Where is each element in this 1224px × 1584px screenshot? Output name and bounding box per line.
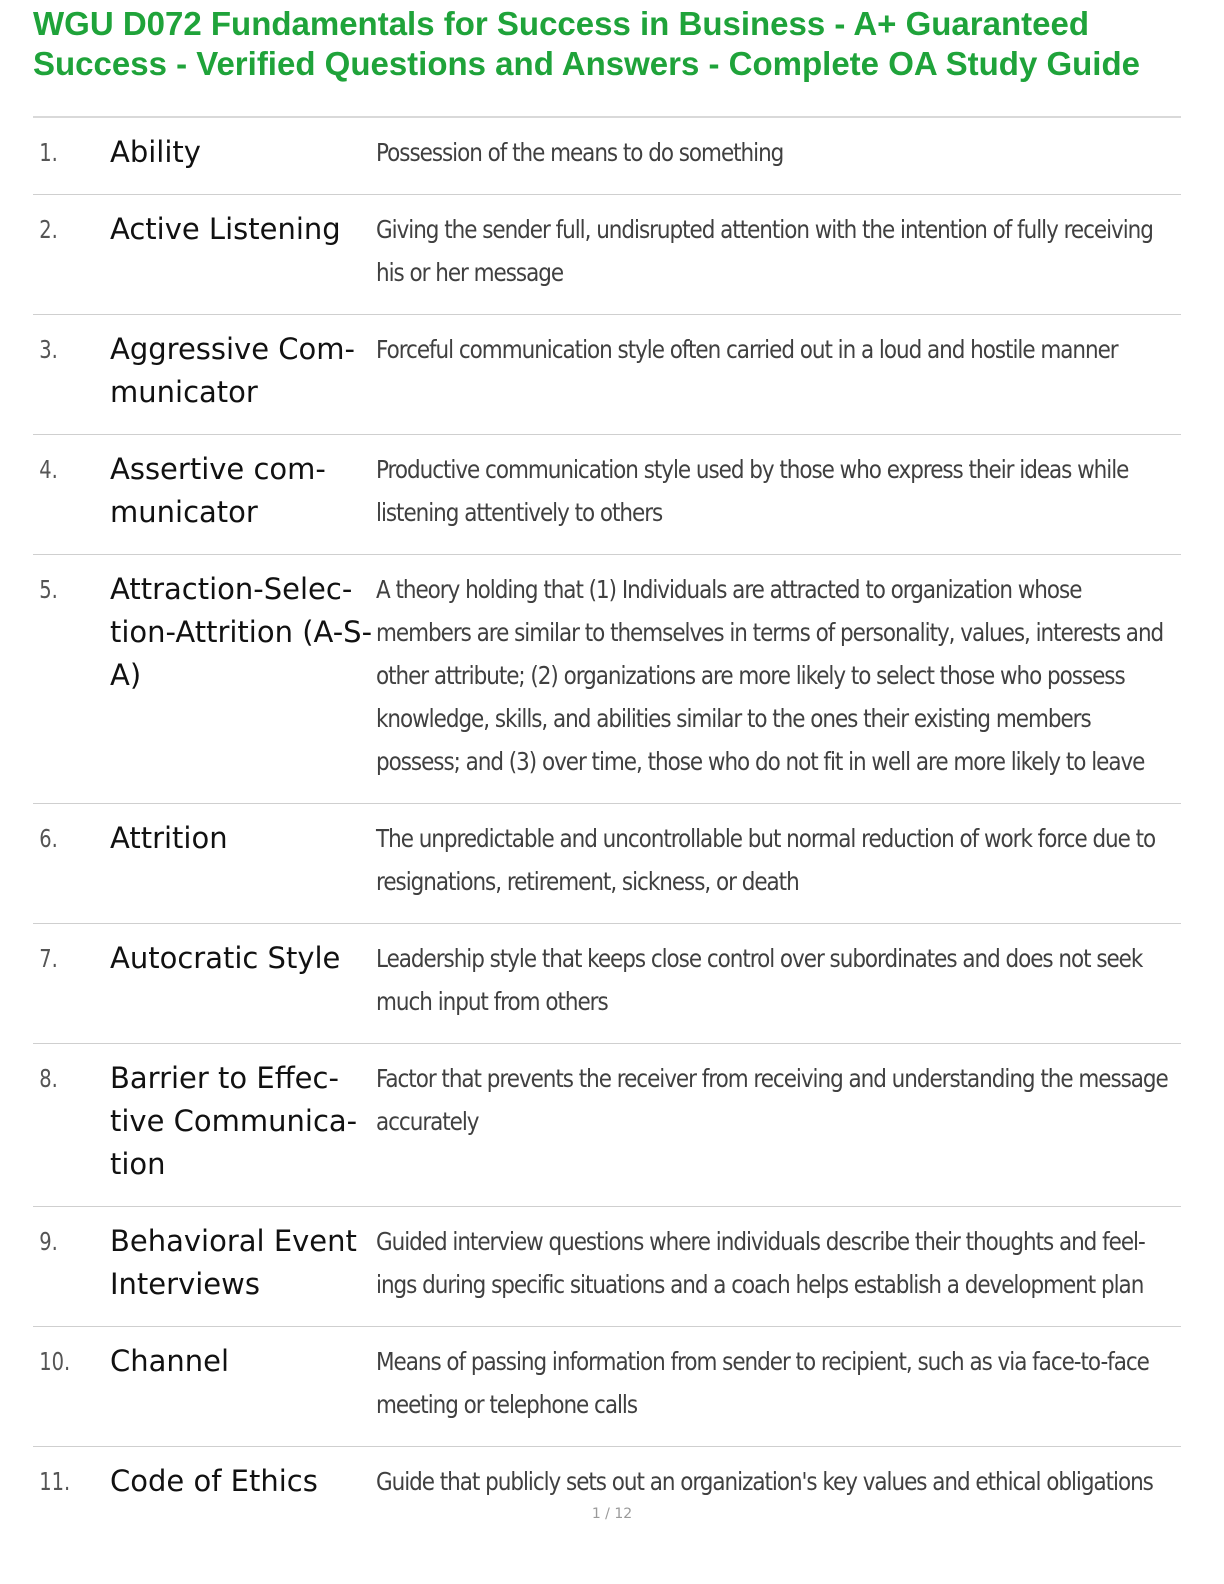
- page-indicator: 1 / 12: [591, 1506, 633, 1522]
- flashcard-row: [33, 118, 1181, 195]
- flashcard-row: [33, 1044, 1181, 1207]
- card-definition: The unpredictable and uncontrollable but normal reduction of work force due to resignations, retirement, sickness, or death: [376, 824, 1156, 896]
- card-number: 10.: [39, 1347, 71, 1376]
- flashcard-list: [33, 118, 1181, 1523]
- document-title: WGU D072 Fundamentals for Success in Business - A+ Guaranteed Success - Verified Questions and Answers - Complete OA Study Guide: [33, 5, 1140, 82]
- card-definition: Leadership style that keeps close control over subordinates and does not seek much input from others: [376, 944, 1143, 1016]
- card-number: 8.: [39, 1064, 58, 1093]
- card-term: Behavioral Event Interviews: [110, 1224, 357, 1301]
- card-definition: Guided interview questions where individuals describe their thoughts and feel-ings during specific situations and a coach helps establish a development plan: [376, 1227, 1145, 1299]
- card-definition: Productive communication style used by those who express their ideas while listening attentively to others: [376, 455, 1129, 527]
- card-term: Active Listening: [110, 212, 341, 246]
- card-number: 2.: [39, 215, 58, 244]
- card-number: 4.: [39, 455, 58, 484]
- flashcard-row: [33, 924, 1181, 1044]
- card-term: Assertive com-municator: [110, 452, 326, 529]
- card-term: Code of Ethics: [110, 1464, 318, 1498]
- card-term: Attraction-Selec-tion-Attrition (A-S-A): [110, 572, 373, 692]
- flashcard-row: [33, 1207, 1181, 1327]
- card-term: Ability: [110, 135, 201, 169]
- flashcard-row: [33, 435, 1181, 555]
- card-number: 11.: [39, 1467, 71, 1496]
- card-term: Aggressive Com-municator: [110, 332, 355, 409]
- card-definition: A theory holding that (1) Individuals are attracted to organization whose members are similar to themselves in terms of personality, values, interests and other attribute; (2) organizations are more likely to select those who possess knowledge, skills, and abilities similar to the ones their existing members possess; and (3) over time, those who do not fit in well are more likely to leave: [376, 575, 1164, 776]
- card-number: 5.: [39, 575, 58, 604]
- card-definition: Factor that prevents the receiver from receiving and understanding the message accurately: [376, 1064, 1168, 1136]
- flashcard-row: [33, 195, 1181, 315]
- flashcard-row: [33, 1327, 1181, 1447]
- card-term: Channel: [110, 1344, 230, 1378]
- card-definition: Means of passing information from sender to recipient, such as via face-to-face meeting or telephone calls: [376, 1347, 1149, 1419]
- card-term: Attrition: [110, 821, 228, 855]
- card-definition: Guide that publicly sets out an organization's key values and ethical obligations: [376, 1467, 1153, 1496]
- flashcard-row: [33, 315, 1181, 435]
- card-term: Barrier to Effec-tive Communica-tion: [110, 1061, 358, 1181]
- card-definition: Possession of the means to do something: [376, 138, 784, 167]
- card-number: 6.: [39, 824, 58, 853]
- card-number: 1.: [39, 138, 58, 167]
- flashcard-row: [33, 555, 1181, 804]
- card-term: Autocratic Style: [110, 941, 341, 975]
- card-definition: Forceful communication style often carried out in a loud and hostile manner: [376, 335, 1118, 364]
- flashcard-row: [33, 804, 1181, 924]
- card-number: 3.: [39, 335, 58, 364]
- card-definition: Giving the sender full, undisrupted attention with the intention of fully receiving his or her message: [376, 215, 1153, 287]
- card-number: 9.: [39, 1227, 58, 1256]
- card-number: 7.: [39, 944, 58, 973]
